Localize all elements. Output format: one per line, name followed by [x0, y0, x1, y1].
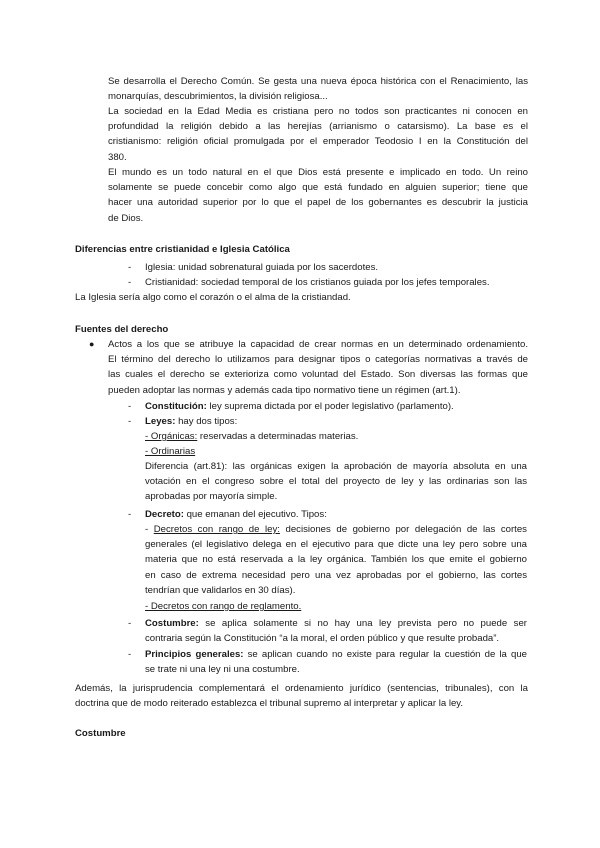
text-line: aprobadas por mayoría simple. [145, 491, 278, 503]
term-label: Decreto: [145, 509, 184, 520]
list-item-iglesia: Iglesia: unidad sobrenatural guiada por los sacerdotes. [145, 262, 379, 273]
text-line: en caso de extrema necesidad pero una vez aprobadas por el gobierno, las cortes [145, 569, 527, 581]
term-label: Constitución: [145, 401, 207, 412]
text-line: Diferencia (art.81): las orgánicas exigen la aprobación de mayoría absoluta en una [145, 461, 527, 472]
dash-marker: - [128, 618, 132, 629]
text-line: El mundo es un todo natural en el que Dios está presente e implicado en todo. Un reino [108, 167, 528, 178]
term-text: que emanan del ejecutivo. Tipos: [183, 509, 327, 520]
term-label: - Orgánicas: [145, 431, 198, 442]
dash-marker: - [128, 401, 132, 412]
term-label: Costumbre: [145, 618, 199, 629]
closing-paragraph [75, 681, 528, 711]
dash-marker: - [128, 262, 132, 273]
item-leyes [145, 414, 237, 429]
text-line [145, 647, 527, 662]
term-label: Decretos con rango de ley: [153, 524, 280, 535]
text-line: doctrina que de modo reiterado establezca el tribunal supremo al interpretar y aplicar la ley. [75, 698, 464, 710]
term-text: reservadas a determinadas materias. [197, 431, 359, 442]
decretos-rango-ley [145, 522, 527, 598]
term-text: hay dos tipos: [175, 416, 238, 427]
text-line: hacer una autoridad superior por lo que el papel de los gobernantes es descubrir la justicia [108, 197, 528, 209]
text-line: 380. [108, 151, 127, 163]
text-line: las cuales el derecho se exterioriza como voluntad del Estado. Son diversas las formas que [108, 369, 528, 381]
section-heading-costumbre: Costumbre [75, 728, 126, 739]
text-line: pueden adoptar las normas y además cada tipo normativo tiene un régimen (art.1). [108, 384, 461, 396]
dash-prefix: - [145, 524, 154, 535]
text-line: Actos a los que se atribuye la capacidad de crear normas en un determinado ordenamiento. [108, 339, 528, 350]
term-label: Principios generales: [145, 649, 244, 660]
text-line: Se desarrolla el Derecho Común. Se gesta una nueva época histórica con el Renacimiento, las [108, 76, 528, 87]
dash-marker: - [128, 509, 132, 520]
item-costumbre [145, 616, 527, 646]
text-line: materia que no está reservada a la ley orgánica. También los que emite el gobierno [145, 554, 527, 566]
text-line: tendrían que validarlos en 30 días). [145, 584, 296, 596]
text-line: monarquías, descubrimientos, la división religiosa... [108, 91, 328, 103]
bullet-paragraph [108, 337, 528, 398]
text-line: solamente se puede concebir como algo que está fundado en alguien superior; tiene que [108, 182, 528, 194]
section-heading-fuentes: Fuentes del derecho [75, 324, 169, 335]
diferencia-paragraph [145, 459, 527, 505]
term-text: decisiones de gobierno por delegación de las cortes [279, 524, 527, 535]
term-label: Leyes: [145, 416, 176, 427]
intro-paragraph-3 [108, 165, 528, 226]
bullet-icon: ● [89, 339, 95, 349]
text-line: generales (el legislativo delega en el ejecutivo para que dicte una ley pero sobre una [145, 539, 527, 551]
text-line: La sociedad en la Edad Media es cristiana pero no todos son practicantes ni conocen en [108, 106, 528, 117]
item-principios-generales [145, 647, 527, 677]
text-line: contraria según la Constitución “a la moral, el orden público y que resulte probada”. [145, 633, 500, 645]
term-text: se aplican cuando no existe para regular la cuestión de la que [243, 649, 528, 660]
term-text: se aplica solamente si no hay una ley prevista pero no puede ser [198, 618, 527, 629]
decretos-rango-reglamento: - Decretos con rango de reglamento. [145, 601, 302, 612]
intro-paragraph-1 [108, 74, 528, 104]
intro-paragraph-2 [108, 104, 528, 165]
text-line [145, 522, 527, 537]
sub-item-organicas [145, 429, 358, 444]
section-heading-diferencias: Diferencias entre cristianidad e Iglesia Católica [75, 244, 290, 255]
text-line: El término del derecho lo utilizamos para designar tipos o categorías normativas a través de [108, 354, 528, 366]
item-decreto [145, 507, 327, 522]
text-line: votación en el congreso sobre el total del proyecto de ley y las ordinarias son las [145, 476, 527, 488]
text-line: se trate ni una ley ni una costumbre. [145, 664, 300, 676]
dash-marker: - [128, 416, 132, 427]
dash-marker: - [128, 649, 132, 660]
list-item-cristianidad: Cristianidad: sociedad temporal de los cristianos guiada por los jefes temporales. [145, 277, 490, 288]
dash-marker: - [128, 277, 132, 288]
text-line: de Dios. [108, 212, 144, 224]
text-line: profundidad la religión debido a las herejías (arrianismo o catarsismo). La base es el [108, 121, 528, 133]
item-constitucion [145, 399, 454, 414]
text-line: cristianismo: religión oficial promulgada por el emperador Teodosio I en la Constitución del [108, 136, 528, 148]
text-line [145, 616, 527, 631]
sub-item-ordinarias: - Ordinarias [145, 446, 196, 457]
term-text: ley suprema dictada por el poder legislativo (parlamento). [206, 401, 454, 412]
text-line: Además, la jurisprudencia complementará el ordenamiento jurídico (sentencias, tribunales), con la [75, 683, 528, 694]
section-closing-text: La Iglesia sería algo como el corazón o el alma de la cristiandad. [75, 292, 351, 303]
